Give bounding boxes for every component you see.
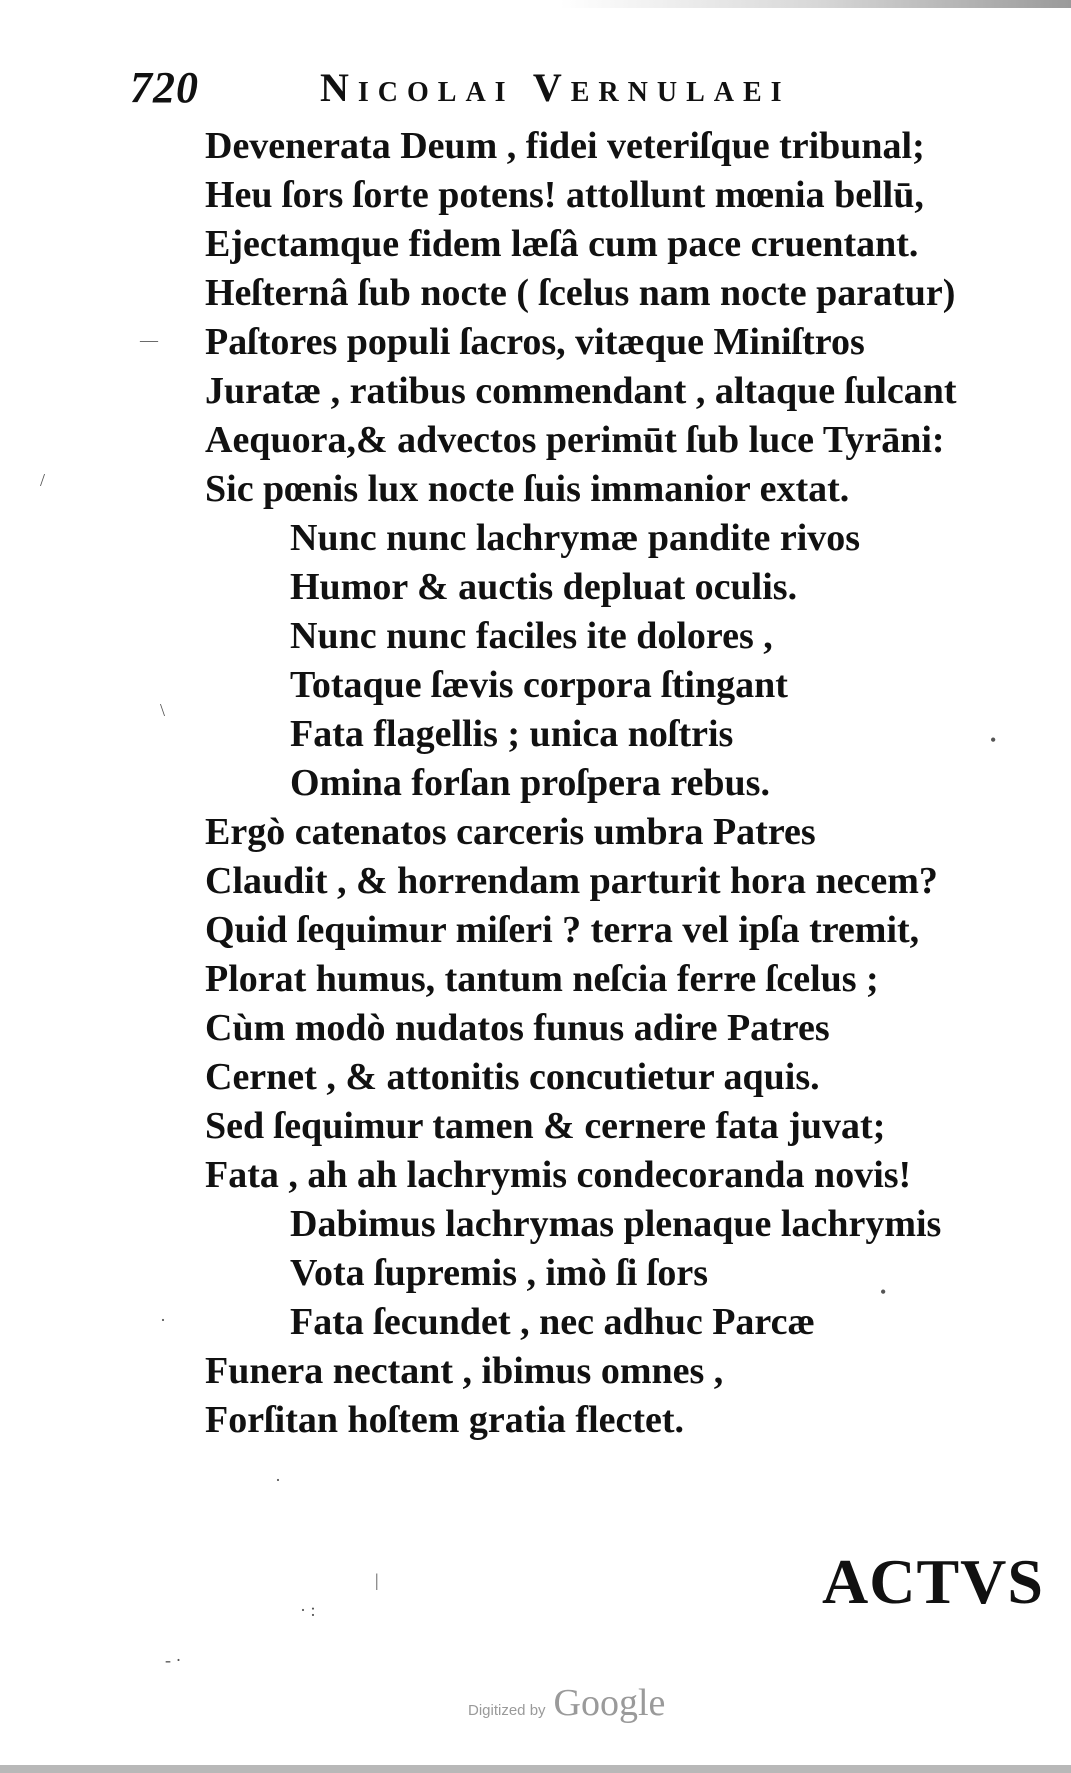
print-speck: - · (165, 1650, 182, 1670)
verse-line: Fata ſecundet , nec adhuc Parcæ (290, 1301, 815, 1343)
verse-line: Humor & auctis depluat oculis. (290, 566, 798, 608)
digitization-watermark (468, 1681, 665, 1725)
verse-line: Aequora,& advectos perimūt ſub luce Tyrāni: (205, 419, 945, 461)
verse-stanza-lyric-2 (205, 1200, 1065, 1347)
verse-line: Omina forſan proſpera rebus. (290, 762, 770, 804)
print-speck: — (140, 330, 158, 350)
verse-line: Ergò catenatos carceris umbra Patres (205, 811, 816, 853)
print-speck: · : (300, 1600, 316, 1620)
watermark-prefix: Digitized by (468, 1702, 546, 1719)
verse-line: Forſitan hoſtem gratia flectet. (205, 1399, 685, 1441)
print-speck: | (375, 1570, 379, 1590)
verse-line: Fata flagellis ; unica noſtris (290, 713, 734, 755)
verse-line: Funera nectant , ibimus omnes , (205, 1350, 724, 1392)
print-speck: • (990, 730, 997, 750)
verse-line: Heu ſors ſorte potens! attollunt mœnia bellū, (205, 174, 924, 216)
verse-text (205, 122, 1065, 1445)
verse-line: Nunc nunc lachrymæ pandite rivos (290, 517, 861, 559)
verse-line: Claudit , & horrendam parturit hora necem? (205, 860, 938, 902)
catchword: ACTVS (822, 1546, 1044, 1617)
verse-line: Cùm modò nudatos funus adire Patres (205, 1007, 830, 1049)
verse-line: Ejectamque fidem læſâ cum pace cruentant. (205, 223, 919, 265)
verse-stanza-middle (205, 808, 1065, 1200)
page-number: 720 (130, 63, 199, 112)
verse-line: Juratæ , ratibus commendant , altaque ſulcant (205, 370, 957, 412)
verse-line: Totaque ſævis corpora ſtingant (290, 664, 788, 706)
verse-stanza-top (205, 122, 1065, 514)
page-header (130, 62, 1030, 112)
scan-bottom-edge (0, 1765, 1071, 1773)
verse-line: Fata , ah ah lachrymis condecoranda novis! (205, 1154, 912, 1196)
verse-line: Nunc nunc faciles ite dolores , (290, 615, 773, 657)
scan-edge-shadow (560, 0, 1071, 8)
verse-line: Devenerata Deum , fidei veteriſque tribunal; (205, 125, 925, 167)
verse-line: Sed ſequimur tamen & cernere fata juvat; (205, 1105, 886, 1147)
verse-line: Plorat humus, tantum neſcia ferre ſcelus ; (205, 958, 879, 1000)
verse-line: Dabimus lachrymas plenaque lachrymis (290, 1203, 942, 1245)
verse-line: Paſtores populi ſacros, vitæque Miniſtros (205, 321, 865, 363)
verse-line: Sic pœnis lux nocte ſuis immanior extat. (205, 468, 850, 510)
verse-stanza-lyric-1 (205, 514, 1065, 808)
print-speck: · (160, 1310, 166, 1330)
verse-line: Quid ſequimur miſeri ? terra vel ipſa tremit, (205, 909, 920, 951)
watermark-brand: Google (553, 1682, 666, 1724)
print-speck: / (40, 470, 46, 490)
print-speck: • (880, 1282, 887, 1302)
verse-line: Heſternâ ſub nocte ( ſcelus nam nocte paratur) (205, 272, 956, 314)
verse-line: Vota ſupremis , imò ſi ſors (290, 1252, 709, 1294)
print-speck: \ (160, 700, 166, 720)
running-head: Nicolai Vernulaei (320, 65, 791, 110)
verse-line: Cernet , & attonitis concutietur aquis. (205, 1056, 820, 1098)
print-speck: · (275, 1470, 281, 1490)
verse-stanza-end (205, 1347, 1065, 1445)
